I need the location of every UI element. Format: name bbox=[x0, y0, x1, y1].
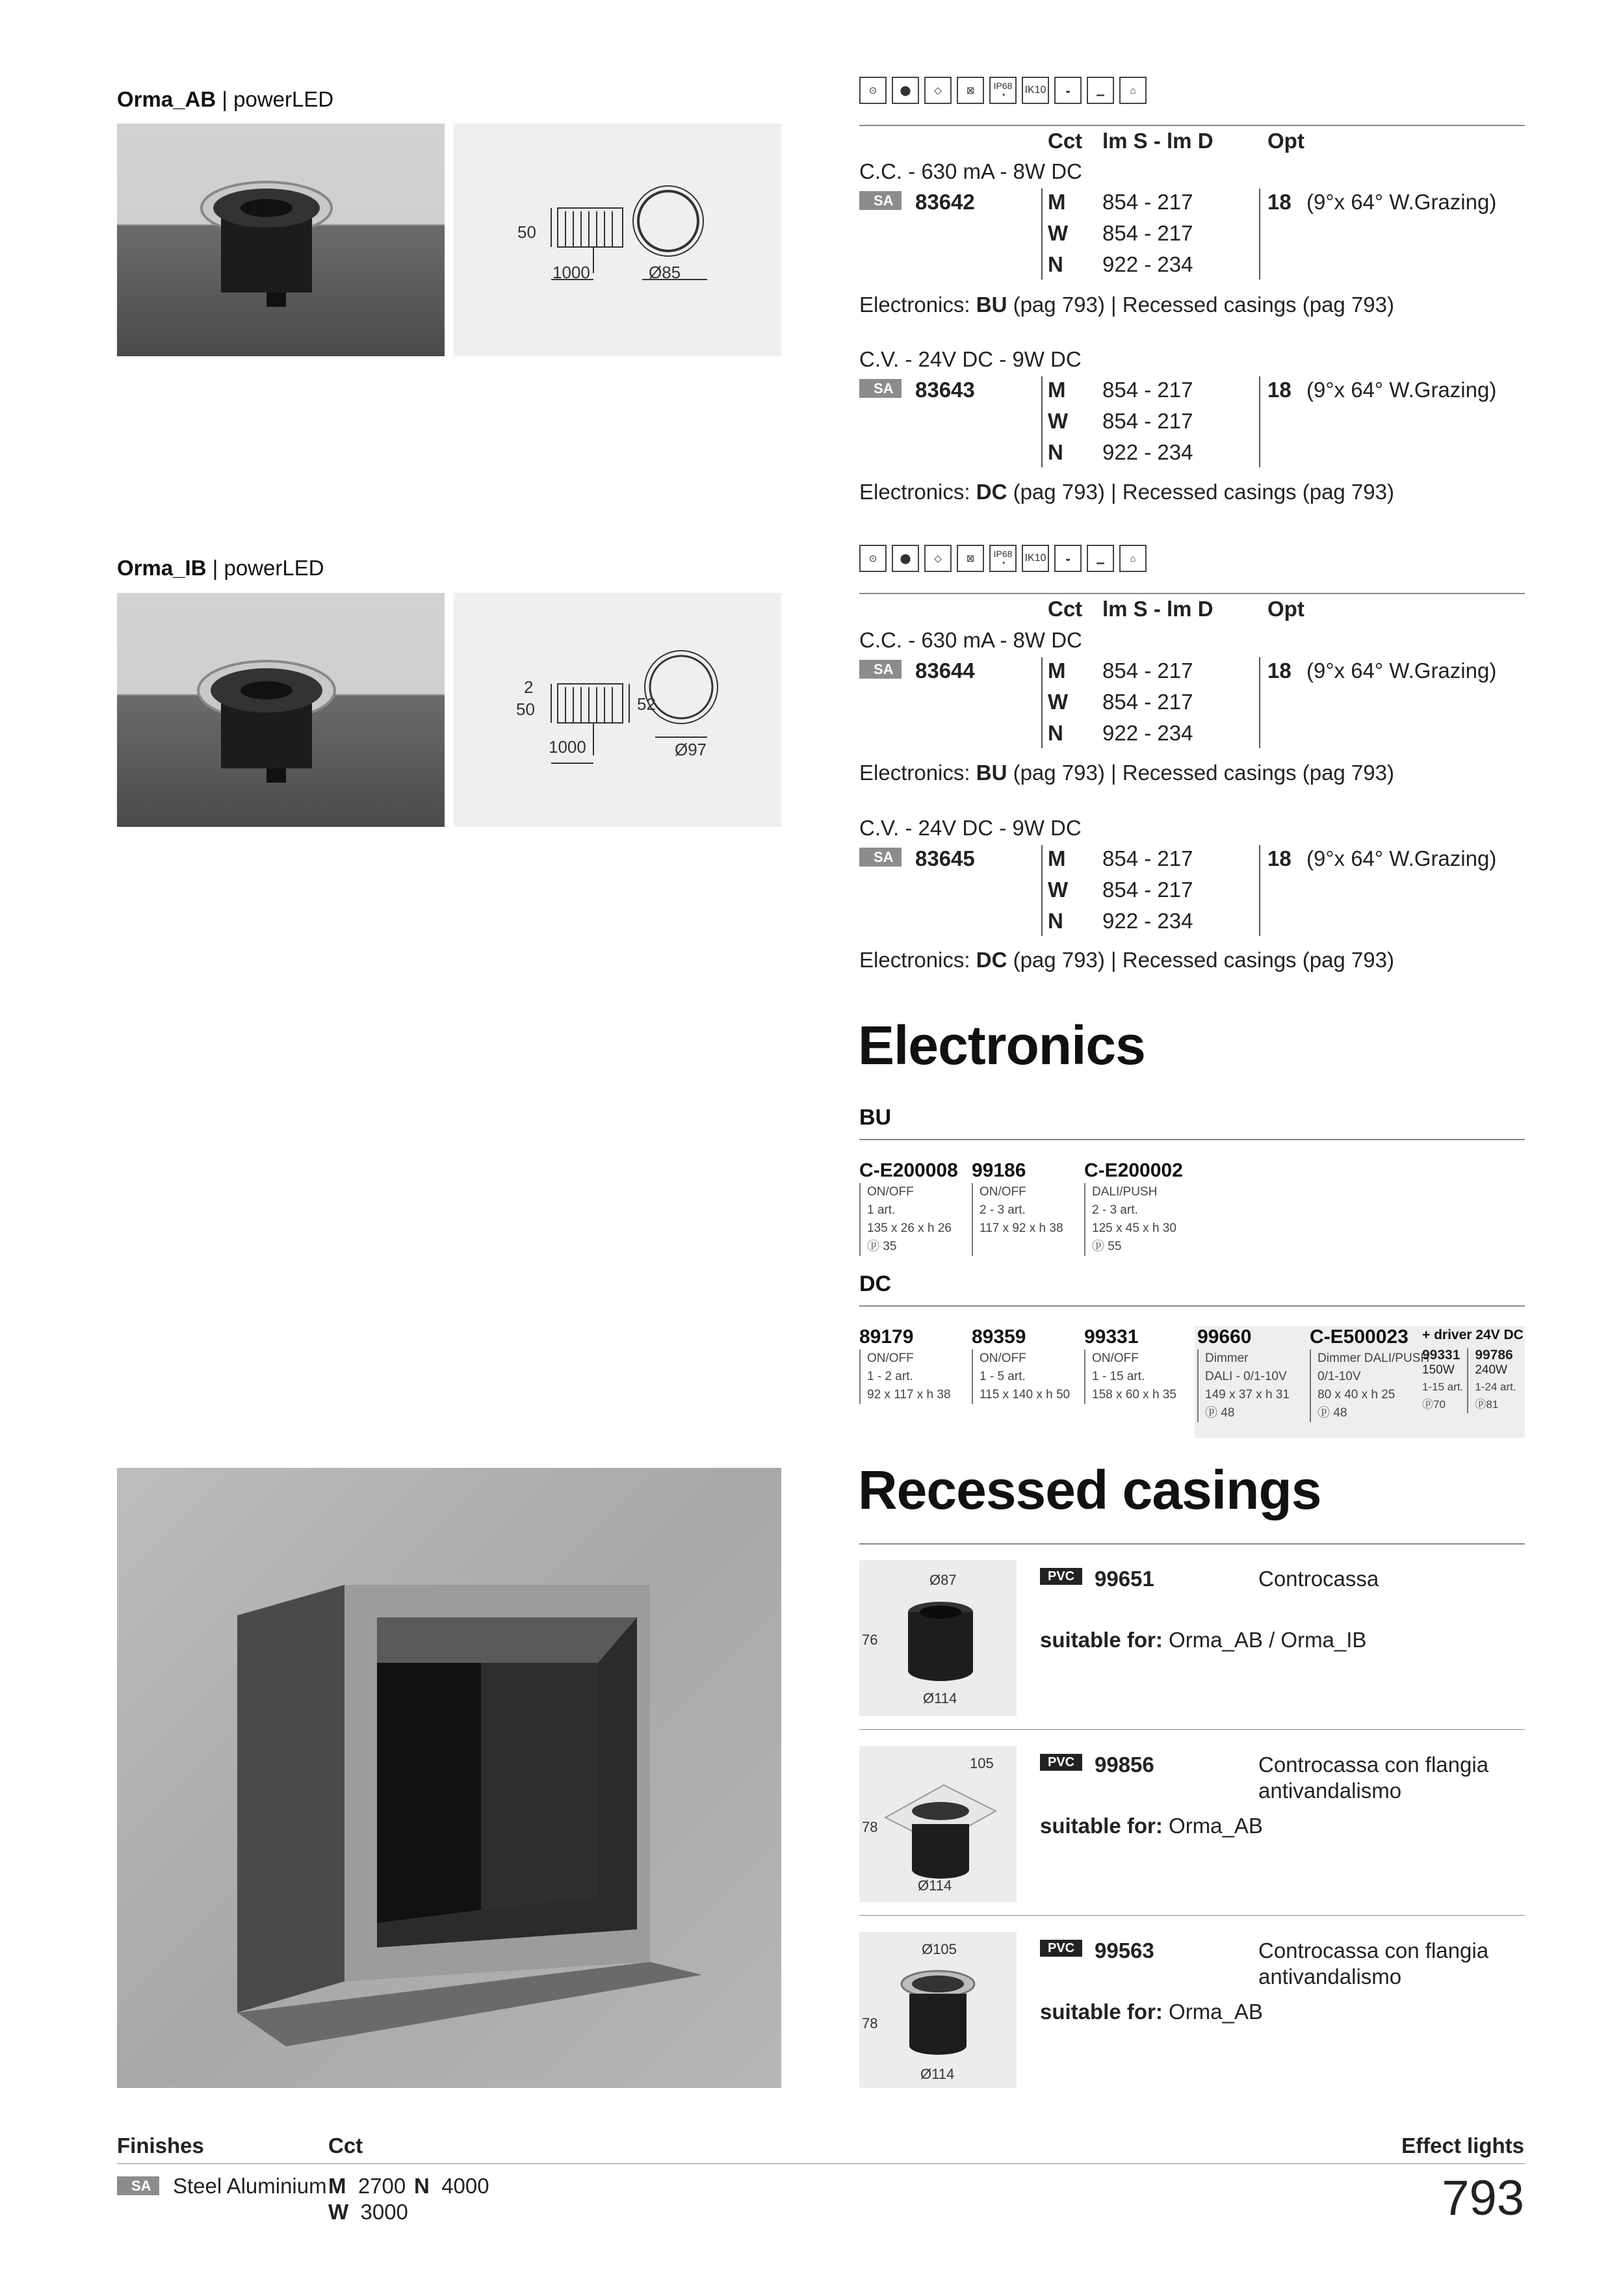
electronics-code: 99186 bbox=[972, 1160, 1026, 1181]
feature-icons-ab bbox=[859, 77, 1147, 104]
divider bbox=[859, 1729, 1525, 1730]
cct-m: M bbox=[1048, 190, 1066, 214]
wall-icon: ⌂ bbox=[1119, 545, 1147, 572]
suit-value: Orma_AB / Orma_IB bbox=[1162, 1628, 1367, 1652]
ref-bold: DC bbox=[976, 480, 1007, 504]
driver-power: 240W bbox=[1475, 1363, 1507, 1377]
cct-value: 3000 bbox=[360, 2200, 408, 2224]
spec-line: ON/OFF bbox=[1092, 1351, 1139, 1365]
col-cct: Cct bbox=[1048, 597, 1083, 621]
product-code: 83643 bbox=[915, 378, 975, 402]
wall-icon: ⌂ bbox=[1119, 77, 1147, 104]
electronics-specs bbox=[1197, 1350, 1290, 1422]
watt-value: 55 bbox=[1108, 1240, 1122, 1253]
col-cct: Cct bbox=[1048, 129, 1083, 153]
opt-number: 18 bbox=[1267, 846, 1292, 870]
dim-bottom: Ø114 bbox=[923, 1690, 957, 1706]
suit-label: suitable for: bbox=[1040, 2000, 1163, 2024]
watt-line bbox=[867, 1238, 958, 1256]
dim-diameter: Ø97 bbox=[675, 740, 707, 759]
divider bbox=[859, 1305, 1525, 1307]
col-lm: lm S - lm D bbox=[1102, 129, 1214, 153]
power-icon: ⓟ bbox=[1318, 1406, 1331, 1420]
ref-text: (pag 793) | Recessed casings (pag 793) bbox=[1007, 480, 1394, 504]
no-cover-icon: ⊠ bbox=[957, 545, 984, 572]
spec-line: 80 x 40 x h 25 bbox=[1318, 1388, 1396, 1402]
floor-icon: ▁ bbox=[1087, 545, 1114, 572]
cct-key: N bbox=[414, 2174, 430, 2198]
dim-height: 50 bbox=[516, 699, 535, 719]
spec-line: 1 - 5 art. bbox=[980, 1370, 1026, 1383]
lm-value: 922 - 234 bbox=[1102, 440, 1193, 464]
watt-value: 35 bbox=[883, 1240, 897, 1253]
opt-text: (9°x 64° W.Grazing) bbox=[1306, 190, 1497, 214]
driver-title: + driver 24V DC bbox=[1422, 1327, 1524, 1342]
spec-line: 1 art. bbox=[867, 1203, 896, 1217]
spec-line: ON/OFF bbox=[980, 1351, 1026, 1365]
watt-value: 48 bbox=[1221, 1406, 1235, 1420]
ik-label: IK10 bbox=[1024, 553, 1046, 564]
divider bbox=[859, 1915, 1525, 1916]
supply-label: C.C. - 630 mA - 8W DC bbox=[859, 628, 1082, 652]
finish-badge bbox=[859, 849, 902, 866]
dc-item bbox=[859, 1326, 951, 1404]
electronics-ref bbox=[859, 293, 1394, 317]
electronics-ref bbox=[859, 761, 1394, 785]
material-badge bbox=[1040, 1569, 1082, 1584]
dim-flange: 2 bbox=[524, 677, 534, 697]
lm-value: 922 - 234 bbox=[1102, 909, 1193, 933]
col-divider bbox=[1041, 657, 1043, 748]
cct-w: W bbox=[1048, 878, 1069, 902]
divider bbox=[859, 1139, 1525, 1140]
spec-line: DALI/PUSH bbox=[1092, 1185, 1158, 1199]
spec-line: 158 x 60 x h 35 bbox=[1092, 1388, 1176, 1402]
watt-line bbox=[1422, 1396, 1463, 1413]
opt-text: (9°x 64° W.Grazing) bbox=[1306, 846, 1497, 870]
electronics-code: C-E500023 bbox=[1310, 1326, 1409, 1348]
watt-line bbox=[1475, 1396, 1516, 1413]
ref-text: (pag 793) | Recessed casings (pag 793) bbox=[1007, 761, 1394, 785]
dim-bottom: Ø114 bbox=[920, 2066, 955, 2082]
cct-label: Cct bbox=[328, 2133, 363, 2158]
feature-icons-ib bbox=[859, 545, 1147, 572]
material-code: PVC bbox=[1040, 1568, 1082, 1585]
luminaire-photo bbox=[117, 593, 445, 827]
cct-w bbox=[328, 2200, 408, 2224]
cct-m: M bbox=[1048, 846, 1066, 870]
col-lm: lm S - lm D bbox=[1102, 597, 1214, 621]
dim-left: 76 bbox=[862, 1632, 878, 1648]
spec-line: 92 x 117 x h 38 bbox=[867, 1388, 951, 1402]
finish-badge bbox=[859, 192, 902, 209]
suit-label: suitable for: bbox=[1040, 1814, 1163, 1838]
cct-value: 4000 bbox=[441, 2174, 489, 2198]
spec-line: 117 x 92 x h 38 bbox=[980, 1221, 1063, 1235]
electronics-code: C-E200002 bbox=[1084, 1160, 1183, 1181]
dim-height: 50 bbox=[517, 222, 536, 242]
casing-image bbox=[859, 1746, 1017, 1902]
dc-item bbox=[972, 1326, 1070, 1404]
power-icon: ⓟ bbox=[1422, 1398, 1433, 1411]
lm-value: 854 - 217 bbox=[1102, 190, 1193, 214]
watt-value: 70 bbox=[1433, 1398, 1446, 1411]
dc-item bbox=[1084, 1326, 1176, 1404]
ip68-icon: IP68 ◔ bbox=[989, 545, 1017, 572]
suitable-for bbox=[1040, 2000, 1263, 2024]
electronics-specs bbox=[859, 1350, 951, 1404]
section-title-electronics: Electronics bbox=[858, 1015, 1145, 1076]
col-divider bbox=[1041, 845, 1043, 936]
watt-line bbox=[1205, 1404, 1290, 1422]
electronics-code: 89359 bbox=[972, 1326, 1026, 1348]
electronics-specs bbox=[859, 1183, 958, 1256]
cct-n: N bbox=[1048, 721, 1063, 745]
opt-text: (9°x 64° W.Grazing) bbox=[1306, 378, 1497, 402]
col-divider bbox=[1259, 189, 1260, 280]
ref-text: (pag 793) | Recessed casings (pag 793) bbox=[1007, 293, 1394, 317]
driver-arts: 1-24 art. bbox=[1475, 1381, 1516, 1393]
suit-value: Orma_AB bbox=[1162, 1814, 1263, 1838]
casing-image bbox=[859, 1560, 1017, 1716]
material-code: PVC bbox=[1040, 1940, 1082, 1957]
finish-badge bbox=[859, 661, 902, 678]
opt-number: 18 bbox=[1267, 190, 1292, 214]
supply-label: C.V. - 24V DC - 9W DC bbox=[859, 347, 1082, 371]
driver-code: 99786 bbox=[1475, 1348, 1513, 1363]
dc-item bbox=[1310, 1326, 1429, 1422]
spec-line: ON/OFF bbox=[980, 1185, 1026, 1199]
cct-w: W bbox=[1048, 690, 1069, 714]
spec-line: 1 - 2 art. bbox=[867, 1370, 913, 1383]
power-icon: ⓟ bbox=[1092, 1240, 1105, 1253]
spec-line: ON/OFF bbox=[867, 1351, 914, 1365]
lm-value: 922 - 234 bbox=[1102, 252, 1193, 276]
col-opt: Opt bbox=[1267, 597, 1305, 621]
col-divider bbox=[1041, 189, 1043, 280]
product-photo-ab bbox=[117, 124, 445, 356]
product-name: Orma_AB bbox=[117, 87, 216, 111]
ik10-icon bbox=[1022, 545, 1049, 572]
finish-code: SA bbox=[859, 379, 902, 398]
electronics-specs bbox=[972, 1183, 1063, 1256]
casing-desc: Controcassa bbox=[1258, 1567, 1379, 1591]
dimension-drawing bbox=[454, 124, 781, 356]
spec-line: 2 - 3 art. bbox=[980, 1203, 1026, 1217]
product-drawing-ib bbox=[454, 593, 781, 827]
spec-line: Dimmer bbox=[1205, 1351, 1249, 1365]
dim-diameter: Ø85 bbox=[649, 263, 681, 282]
product-code: 83645 bbox=[915, 846, 975, 870]
electronics-code: 99331 bbox=[1084, 1326, 1139, 1348]
bu-item bbox=[859, 1160, 958, 1256]
casing-desc-2: antivandalismo bbox=[1258, 1964, 1402, 1989]
window-illustration bbox=[117, 1468, 781, 2088]
lm-value: 854 - 217 bbox=[1102, 221, 1193, 245]
driver-power: 150W bbox=[1422, 1363, 1455, 1377]
cct-key: W bbox=[328, 2200, 349, 2224]
opt-number: 18 bbox=[1267, 659, 1292, 683]
product-code: 83642 bbox=[915, 190, 975, 214]
driver-arts: 1-15 art. bbox=[1422, 1381, 1464, 1393]
dc-label: DC bbox=[859, 1272, 892, 1296]
lm-value: 854 - 217 bbox=[1102, 878, 1193, 902]
section-title-casings: Recessed casings bbox=[858, 1459, 1321, 1520]
recessed-icon: ⊙ bbox=[859, 77, 887, 104]
suit-value: Orma_AB bbox=[1162, 2000, 1263, 2024]
product-drawing-ab bbox=[454, 124, 781, 356]
dim-cable: 1000 bbox=[549, 737, 586, 757]
lm-value: 854 - 217 bbox=[1102, 846, 1193, 870]
dim-depth: 52 bbox=[637, 694, 656, 714]
no-cover-icon: ⊠ bbox=[957, 77, 984, 104]
opt-number: 18 bbox=[1267, 378, 1292, 402]
cct-n: N bbox=[1048, 909, 1063, 933]
spec-line: 1 - 15 art. bbox=[1092, 1370, 1145, 1383]
product-title-ib bbox=[117, 556, 324, 581]
cct-m: M bbox=[1048, 378, 1066, 402]
suitable-for bbox=[1040, 1628, 1366, 1652]
casing-code: 99856 bbox=[1095, 1753, 1154, 1777]
casing-desc: Controcassa con flangia bbox=[1258, 1753, 1489, 1777]
finish-badge bbox=[117, 2178, 159, 2195]
ref-text: Electronics: bbox=[859, 480, 976, 504]
class-iii-icon: ◇ bbox=[924, 545, 952, 572]
watt-value: 81 bbox=[1486, 1398, 1499, 1411]
effect-lights-label: Effect lights bbox=[1401, 2133, 1524, 2158]
dim-top: Ø105 bbox=[922, 1941, 957, 1957]
lm-value: 854 - 217 bbox=[1102, 409, 1193, 433]
col-divider bbox=[1041, 376, 1043, 467]
driver-item bbox=[1475, 1348, 1516, 1413]
cct-key: M bbox=[328, 2174, 346, 2198]
ref-text: Electronics: bbox=[859, 293, 976, 317]
watt-line bbox=[1318, 1404, 1429, 1422]
spec-line: Dimmer DALI/PUSH bbox=[1318, 1351, 1430, 1365]
ref-bold: BU bbox=[976, 293, 1007, 317]
luminaire-photo bbox=[117, 124, 445, 356]
col-divider bbox=[1259, 845, 1260, 936]
supply-label: C.C. - 630 mA - 8W DC bbox=[859, 159, 1082, 183]
ik-label: IK10 bbox=[1024, 85, 1046, 96]
driver-items bbox=[1422, 1348, 1525, 1413]
material-badge bbox=[1040, 1941, 1082, 1956]
finish-code: SA bbox=[117, 2176, 159, 2195]
ref-bold: BU bbox=[976, 761, 1007, 785]
cct-m bbox=[328, 2174, 406, 2198]
ip-label: IP68 bbox=[993, 549, 1013, 559]
electronics-ref bbox=[859, 948, 1394, 972]
dc-item bbox=[1197, 1326, 1290, 1422]
product-name: Orma_IB bbox=[117, 556, 207, 580]
ip-label: IP68 bbox=[993, 81, 1013, 91]
lm-value: 854 - 217 bbox=[1102, 378, 1193, 402]
dome-icon: ◒ bbox=[1054, 77, 1082, 104]
lm-value: 854 - 217 bbox=[1102, 659, 1193, 683]
product-title-ab bbox=[117, 87, 333, 112]
ip68-icon: IP68 ◔ bbox=[989, 77, 1017, 104]
finish-badge bbox=[859, 380, 902, 397]
finish-code: SA bbox=[859, 191, 902, 210]
divider bbox=[859, 593, 1525, 594]
spec-line: 125 x 45 x h 30 bbox=[1092, 1221, 1176, 1235]
dim-top: Ø87 bbox=[929, 1572, 957, 1588]
spec-line: ON/OFF bbox=[867, 1185, 914, 1199]
driver-item bbox=[1422, 1348, 1468, 1413]
casing-code: 99651 bbox=[1095, 1567, 1154, 1591]
finish-code: SA bbox=[859, 848, 902, 867]
ref-text: Electronics: bbox=[859, 948, 976, 972]
spec-line: 135 x 26 x h 26 bbox=[867, 1221, 952, 1235]
dim-cable: 1000 bbox=[552, 263, 590, 282]
floor-icon: ▁ bbox=[1087, 77, 1114, 104]
driver-block bbox=[1422, 1327, 1525, 1413]
ref-bold: DC bbox=[976, 948, 1007, 972]
spec-line: 2 - 3 art. bbox=[1092, 1203, 1138, 1217]
power-icon: ⓟ bbox=[867, 1240, 880, 1253]
material-code: PVC bbox=[1040, 1754, 1082, 1771]
product-photo-ib bbox=[117, 593, 445, 827]
divider bbox=[859, 125, 1525, 126]
cct-n: N bbox=[1048, 440, 1063, 464]
electronics-code: 89179 bbox=[859, 1326, 914, 1348]
material-badge bbox=[1040, 1755, 1082, 1770]
spec-line: 0/1-10V bbox=[1318, 1370, 1361, 1383]
suit-label: suitable for: bbox=[1040, 1628, 1163, 1652]
recessed-icon: ⊙ bbox=[859, 545, 887, 572]
driver-code: 99331 bbox=[1422, 1348, 1461, 1363]
dim-bottom: Ø114 bbox=[918, 1877, 952, 1894]
lm-value: 854 - 217 bbox=[1102, 690, 1193, 714]
ref-text: Electronics: bbox=[859, 761, 976, 785]
col-opt: Opt bbox=[1267, 129, 1305, 153]
casing-image bbox=[859, 1932, 1017, 2088]
ik10-icon bbox=[1022, 77, 1049, 104]
electronics-specs bbox=[1084, 1350, 1176, 1404]
finish-code: SA bbox=[859, 660, 902, 679]
bu-item bbox=[972, 1160, 1063, 1256]
ambient-photo bbox=[117, 1468, 781, 2088]
driver-icon: ⬤ bbox=[892, 77, 919, 104]
cct-m: M bbox=[1048, 659, 1066, 683]
electronics-specs bbox=[1310, 1350, 1429, 1422]
electronics-ref bbox=[859, 480, 1394, 504]
opt-text: (9°x 64° W.Grazing) bbox=[1306, 659, 1497, 683]
col-divider bbox=[1259, 657, 1260, 748]
supply-label: C.V. - 24V DC - 9W DC bbox=[859, 816, 1082, 840]
spec-line: 149 x 37 x h 31 bbox=[1205, 1388, 1290, 1402]
driver-icon: ⬤ bbox=[892, 545, 919, 572]
cct-n: N bbox=[1048, 252, 1063, 276]
casing-code: 99563 bbox=[1095, 1938, 1154, 1963]
watt-line bbox=[1092, 1238, 1183, 1256]
footer-divider bbox=[117, 2163, 1525, 2164]
divider bbox=[859, 1543, 1525, 1545]
product-subtitle: | powerLED bbox=[222, 87, 334, 111]
cct-w: W bbox=[1048, 409, 1069, 433]
electronics-code: 99660 bbox=[1197, 1326, 1252, 1348]
dim-left: 78 bbox=[862, 2015, 878, 2031]
col-divider bbox=[1259, 376, 1260, 467]
electronics-code: C-E200008 bbox=[859, 1160, 958, 1181]
finish-name: Steel Aluminium bbox=[173, 2174, 327, 2198]
electronics-specs bbox=[972, 1350, 1070, 1404]
spec-line: 115 x 140 x h 50 bbox=[980, 1388, 1071, 1402]
finishes-label: Finishes bbox=[117, 2133, 204, 2158]
product-code: 83644 bbox=[915, 659, 975, 683]
power-icon: ⓟ bbox=[1475, 1398, 1487, 1411]
cct-value: 2700 bbox=[357, 2174, 406, 2198]
cct-w: W bbox=[1048, 221, 1069, 245]
class-iii-icon: ◇ bbox=[924, 77, 952, 104]
page-number: 793 bbox=[1442, 2171, 1524, 2226]
suitable-for bbox=[1040, 1814, 1263, 1838]
casing-desc-2: antivandalismo bbox=[1258, 1779, 1402, 1803]
bu-label: BU bbox=[859, 1105, 892, 1130]
watt-value: 48 bbox=[1333, 1406, 1347, 1420]
product-subtitle: | powerLED bbox=[212, 556, 324, 580]
dimension-drawing bbox=[454, 593, 781, 827]
power-icon: ⓟ bbox=[1205, 1406, 1218, 1420]
casing-desc: Controcassa con flangia bbox=[1258, 1938, 1489, 1963]
spec-line: DALI - 0/1-10V bbox=[1205, 1370, 1287, 1383]
electronics-specs bbox=[1084, 1183, 1183, 1256]
dome-icon: ◒ bbox=[1054, 545, 1082, 572]
dim-left: 78 bbox=[862, 1819, 878, 1835]
cct-n bbox=[414, 2174, 489, 2198]
bu-item bbox=[1084, 1160, 1183, 1256]
lm-value: 922 - 234 bbox=[1102, 721, 1193, 745]
ref-text: (pag 793) | Recessed casings (pag 793) bbox=[1007, 948, 1394, 972]
dim-top: 105 bbox=[970, 1755, 994, 1771]
